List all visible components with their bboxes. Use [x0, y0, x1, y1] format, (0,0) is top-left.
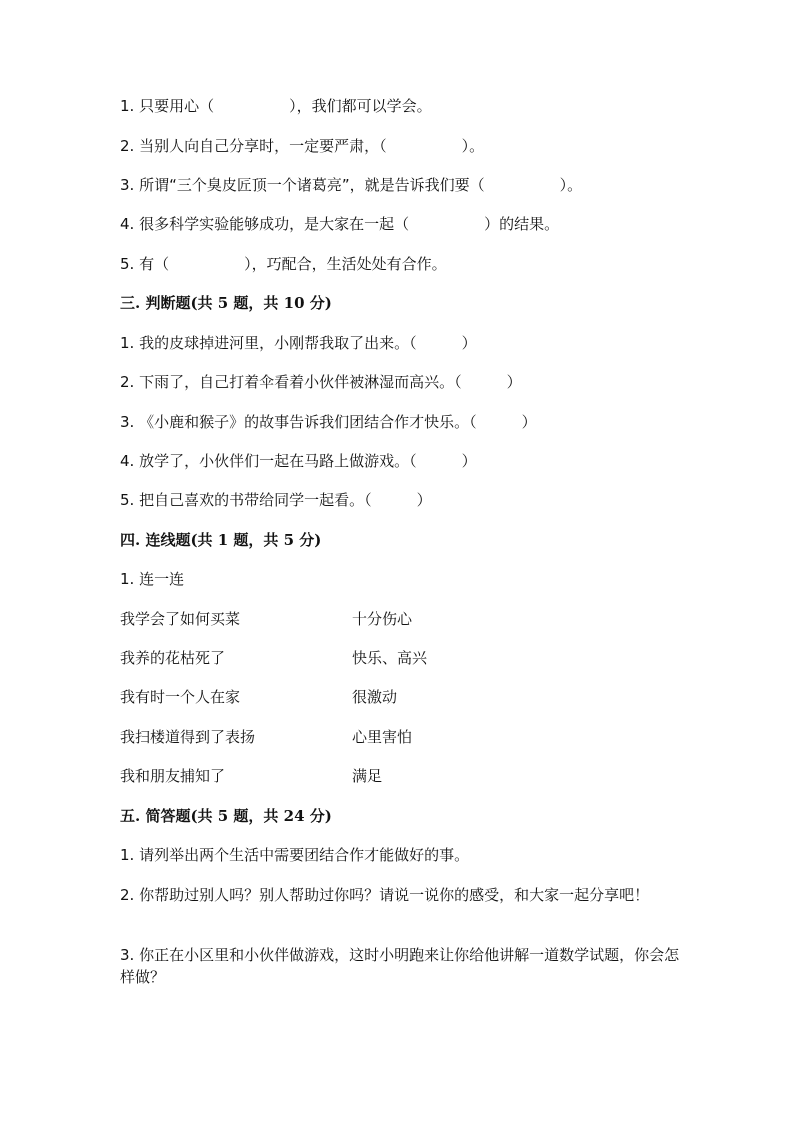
match-left-item-4: 我扫楼道得到了表扬	[120, 728, 256, 746]
judge-section-heading: 三. 判断题(共 5 题，共 10 分)	[120, 294, 332, 312]
fill-in-item-3: 3. 所谓“三个臭皮匠顶一个诸葛亮”，就是告诉我们要（ ）。	[120, 176, 583, 194]
judge-item-5: 5. 把自己喜欢的书带给同学一起看。（ ）	[120, 491, 432, 509]
short-answer-item-1: 1. 请列举出两个生活中需要团结合作才能做好的事。	[120, 846, 470, 864]
match-right-item-4: 心里害怕	[352, 728, 413, 746]
match-right-item-3: 很激动	[352, 688, 398, 706]
match-left-item-1: 我学会了如何买菜	[120, 610, 241, 628]
short-answer-item-2: 2. 你帮助过别人吗？别人帮助过你吗？请说一说你的感受，和大家一起分享吧！	[120, 886, 650, 904]
fill-in-item-4: 4. 很多科学实验能够成功，是大家在一起（ ）的结果。	[120, 215, 560, 233]
judge-item-4: 4. 放学了，小伙伴们一起在马路上做游戏。（ ）	[120, 452, 477, 470]
judge-item-1: 1. 我的皮球掉进河里，小刚帮我取了出来。（ ）	[120, 334, 477, 352]
short-answer-section-heading: 五. 简答题(共 5 题，共 24 分)	[120, 807, 332, 825]
match-question: 1. 连一连	[120, 570, 185, 588]
match-left-item-5: 我和朋友捕知了	[120, 767, 226, 785]
fill-in-item-1: 1. 只要用心（ ），我们都可以学会。	[120, 97, 432, 115]
judge-item-2: 2. 下雨了，自己打着伞看着小伙伴被淋湿而高兴。（ ）	[120, 373, 522, 391]
fill-in-item-5: 5. 有（ ），巧配合，生活处处有合作。	[120, 255, 447, 273]
judge-item-3: 3. 《小鹿和猴子》的故事告诉我们团结合作才快乐。（ ）	[120, 413, 537, 431]
match-section-heading: 四. 连线题(共 1 题，共 5 分)	[120, 531, 322, 549]
short-answer-item-3: 3. 你正在小区里和小伙伴做游戏，这时小明跑来让你给他讲解一道数学试题，你会怎样做？	[120, 946, 680, 986]
match-right-item-2: 快乐、高兴	[352, 649, 428, 667]
match-right-item-1: 十分伤心	[352, 610, 413, 628]
match-right-item-5: 满足	[352, 767, 383, 785]
match-left-item-3: 我有时一个人在家	[120, 688, 241, 706]
fill-in-item-2: 2. 当别人向自己分享时，一定要严肃，（ ）。	[120, 137, 485, 155]
match-left-item-2: 我养的花枯死了	[120, 649, 226, 667]
